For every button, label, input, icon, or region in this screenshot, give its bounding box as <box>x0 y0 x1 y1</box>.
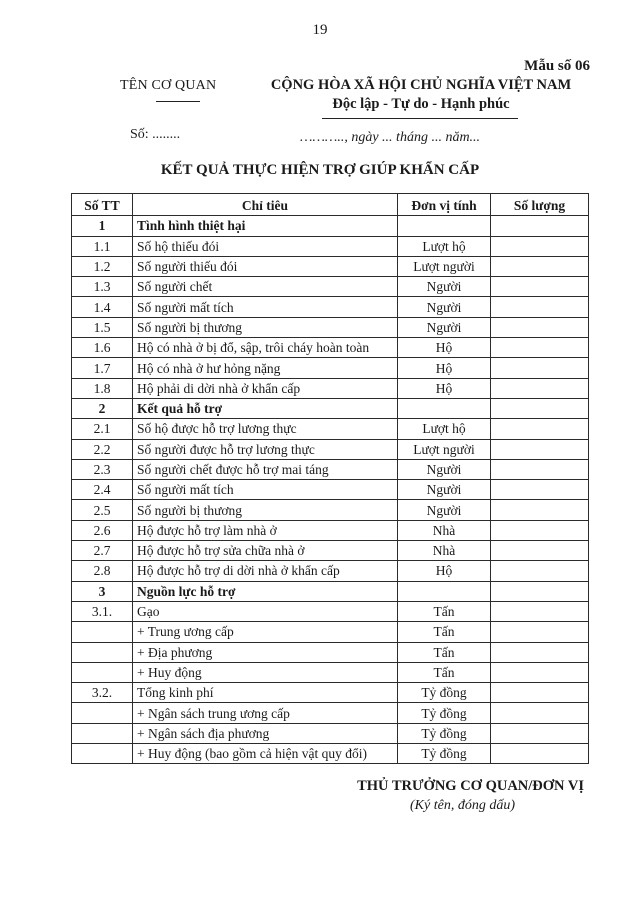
indicator-cell: Hộ có nhà ở bị đổ, sập, trôi cháy hoàn toàn <box>133 338 398 358</box>
table-row <box>72 480 589 500</box>
table-row <box>72 317 589 337</box>
unit-cell: Tỷ đồng <box>398 744 491 764</box>
table-row <box>72 439 589 459</box>
unit-cell: Tấn <box>398 642 491 662</box>
row-number-cell: 2.8 <box>72 561 133 581</box>
indicator-cell: Số người chết được hỗ trợ mai táng <box>133 459 398 479</box>
row-number-cell: 2.2 <box>72 439 133 459</box>
row-number-cell <box>72 662 133 682</box>
quantity-cell <box>491 480 589 500</box>
page-number: 19 <box>312 22 328 38</box>
indicator-cell: Hộ được hỗ trợ sửa chữa nhà ở <box>133 541 398 561</box>
indicator-cell: Số người mất tích <box>133 480 398 500</box>
form-code: Mẫu số 06 <box>524 58 590 74</box>
table-row <box>72 541 589 561</box>
national-motto: Độc lập - Tự do - Hạnh phúc <box>332 96 510 112</box>
table-row <box>72 561 589 581</box>
quantity-cell <box>491 703 589 723</box>
quantity-cell <box>491 642 589 662</box>
indicator-cell: Số người thiếu đói <box>133 256 398 276</box>
unit-cell: Tấn <box>398 601 491 621</box>
table-row <box>72 642 589 662</box>
indicator-cell: Hộ phải di dời nhà ở khẩn cấp <box>133 378 398 398</box>
table-row <box>72 277 589 297</box>
quantity-cell <box>491 297 589 317</box>
table-row <box>72 398 589 418</box>
table-row <box>72 601 589 621</box>
agency-label: TÊN CƠ QUAN <box>120 78 217 93</box>
unit-cell: Hộ <box>398 378 491 398</box>
table-row <box>72 216 589 236</box>
document-title: KẾT QUẢ THỰC HIỆN TRỢ GIÚP KHẨN CẤP <box>160 162 480 178</box>
row-number-cell <box>72 723 133 743</box>
quantity-cell <box>491 520 589 540</box>
national-title: CỘNG HÒA XÃ HỘI CHỦ NGHĨA VIỆT NAM <box>270 77 572 93</box>
indicator-cell: Tổng kinh phí <box>133 683 398 703</box>
table-row <box>72 338 589 358</box>
unit-cell: Người <box>398 480 491 500</box>
signature-title: THỦ TRƯỞNG CƠ QUAN/ĐƠN VỊ <box>357 778 584 794</box>
quantity-cell <box>491 378 589 398</box>
unit-cell: Tỷ đồng <box>398 703 491 723</box>
header-unit: Đơn vị tính <box>398 194 491 216</box>
unit-cell: Tỷ đồng <box>398 683 491 703</box>
row-number-cell: 2.6 <box>72 520 133 540</box>
quantity-cell <box>491 419 589 439</box>
indicator-cell: Kết quả hỗ trợ <box>133 398 398 418</box>
row-number-cell: 3 <box>72 581 133 601</box>
quantity-cell <box>491 683 589 703</box>
unit-cell: Người <box>398 297 491 317</box>
quantity-cell <box>491 601 589 621</box>
indicator-cell: Hộ được hỗ trợ làm nhà ở <box>133 520 398 540</box>
table-row <box>72 662 589 682</box>
indicator-cell: Số hộ được hỗ trợ lương thực <box>133 419 398 439</box>
table-body <box>72 216 589 764</box>
unit-cell: Người <box>398 317 491 337</box>
quantity-cell <box>491 317 589 337</box>
table-row <box>72 622 589 642</box>
table-row <box>72 703 589 723</box>
table-row <box>72 378 589 398</box>
row-number-cell: 1.1 <box>72 236 133 256</box>
table-row <box>72 256 589 276</box>
quantity-cell <box>491 277 589 297</box>
table-row <box>72 297 589 317</box>
unit-cell: Hộ <box>398 338 491 358</box>
table-header-row <box>72 194 589 216</box>
table-row <box>72 520 589 540</box>
row-number-cell: 1.7 <box>72 358 133 378</box>
indicator-cell: Số người mất tích <box>133 297 398 317</box>
table-row <box>72 581 589 601</box>
table-row <box>72 500 589 520</box>
indicator-cell: + Huy động <box>133 662 398 682</box>
indicator-cell: Nguồn lực hỗ trợ <box>133 581 398 601</box>
indicator-cell: Số người bị thương <box>133 500 398 520</box>
row-number-cell: 2.3 <box>72 459 133 479</box>
row-number-cell: 1.3 <box>72 277 133 297</box>
row-number-cell <box>72 622 133 642</box>
document-number: Số: ........ <box>130 127 181 142</box>
unit-cell: Lượt hộ <box>398 419 491 439</box>
quantity-cell <box>491 622 589 642</box>
unit-cell: Hộ <box>398 358 491 378</box>
motto-underline <box>322 118 518 119</box>
quantity-cell <box>491 459 589 479</box>
unit-cell: Nhà <box>398 520 491 540</box>
row-number-cell: 1.6 <box>72 338 133 358</box>
quantity-cell <box>491 581 589 601</box>
quantity-cell <box>491 723 589 743</box>
indicator-cell: Số người bị thương <box>133 317 398 337</box>
unit-cell: Tấn <box>398 622 491 642</box>
row-number-cell: 3.1. <box>72 601 133 621</box>
table-row <box>72 236 589 256</box>
unit-cell: Tấn <box>398 662 491 682</box>
indicator-cell: + Trung ương cấp <box>133 622 398 642</box>
unit-cell: Nhà <box>398 541 491 561</box>
unit-cell <box>398 398 491 418</box>
quantity-cell <box>491 338 589 358</box>
row-number-cell: 1.5 <box>72 317 133 337</box>
indicator-cell: + Ngân sách địa phương <box>133 723 398 743</box>
row-number-cell: 1.2 <box>72 256 133 276</box>
indicator-cell: Tình hình thiệt hại <box>133 216 398 236</box>
indicator-cell: + Ngân sách trung ương cấp <box>133 703 398 723</box>
table-row <box>72 723 589 743</box>
unit-cell: Tỷ đồng <box>398 723 491 743</box>
indicator-cell: Số người chết <box>133 277 398 297</box>
header-stt: Số TT <box>72 194 133 216</box>
quantity-cell <box>491 744 589 764</box>
unit-cell <box>398 581 491 601</box>
row-number-cell: 2.7 <box>72 541 133 561</box>
unit-cell <box>398 216 491 236</box>
table-row <box>72 459 589 479</box>
agency-underline <box>156 101 200 102</box>
table-row <box>72 419 589 439</box>
quantity-cell <box>491 561 589 581</box>
header-indicator: Chỉ tiêu <box>133 194 398 216</box>
signature-note: (Ký tên, đóng dấu) <box>410 798 515 813</box>
unit-cell: Lượt người <box>398 256 491 276</box>
row-number-cell <box>72 703 133 723</box>
indicator-cell: Hộ được hỗ trợ di dời nhà ở khẩn cấp <box>133 561 398 581</box>
row-number-cell: 3.2. <box>72 683 133 703</box>
row-number-cell: 2.4 <box>72 480 133 500</box>
indicator-cell: Gạo <box>133 601 398 621</box>
quantity-cell <box>491 216 589 236</box>
quantity-cell <box>491 236 589 256</box>
header-quantity: Số lượng <box>491 194 589 216</box>
table-row <box>72 744 589 764</box>
indicator-cell: Hộ có nhà ở hư hỏng nặng <box>133 358 398 378</box>
unit-cell: Hộ <box>398 561 491 581</box>
row-number-cell: 1.8 <box>72 378 133 398</box>
row-number-cell: 1 <box>72 216 133 236</box>
row-number-cell: 2.5 <box>72 500 133 520</box>
row-number-cell <box>72 642 133 662</box>
quantity-cell <box>491 541 589 561</box>
report-table <box>71 193 589 764</box>
unit-cell: Người <box>398 459 491 479</box>
quantity-cell <box>491 398 589 418</box>
indicator-cell: + Huy động (bao gồm cả hiện vật quy đổi) <box>133 744 398 764</box>
indicator-cell: Số người được hỗ trợ lương thực <box>133 439 398 459</box>
indicator-cell: + Địa phương <box>133 642 398 662</box>
quantity-cell <box>491 500 589 520</box>
unit-cell: Lượt hộ <box>398 236 491 256</box>
quantity-cell <box>491 439 589 459</box>
dateline: ……….., ngày ... tháng ... năm... <box>300 130 481 145</box>
table-row <box>72 358 589 378</box>
indicator-cell: Số hộ thiếu đói <box>133 236 398 256</box>
row-number-cell: 2 <box>72 398 133 418</box>
quantity-cell <box>491 256 589 276</box>
row-number-cell: 2.1 <box>72 419 133 439</box>
unit-cell: Lượt người <box>398 439 491 459</box>
unit-cell: Người <box>398 500 491 520</box>
row-number-cell <box>72 744 133 764</box>
quantity-cell <box>491 662 589 682</box>
table-row <box>72 683 589 703</box>
quantity-cell <box>491 358 589 378</box>
unit-cell: Người <box>398 277 491 297</box>
row-number-cell: 1.4 <box>72 297 133 317</box>
